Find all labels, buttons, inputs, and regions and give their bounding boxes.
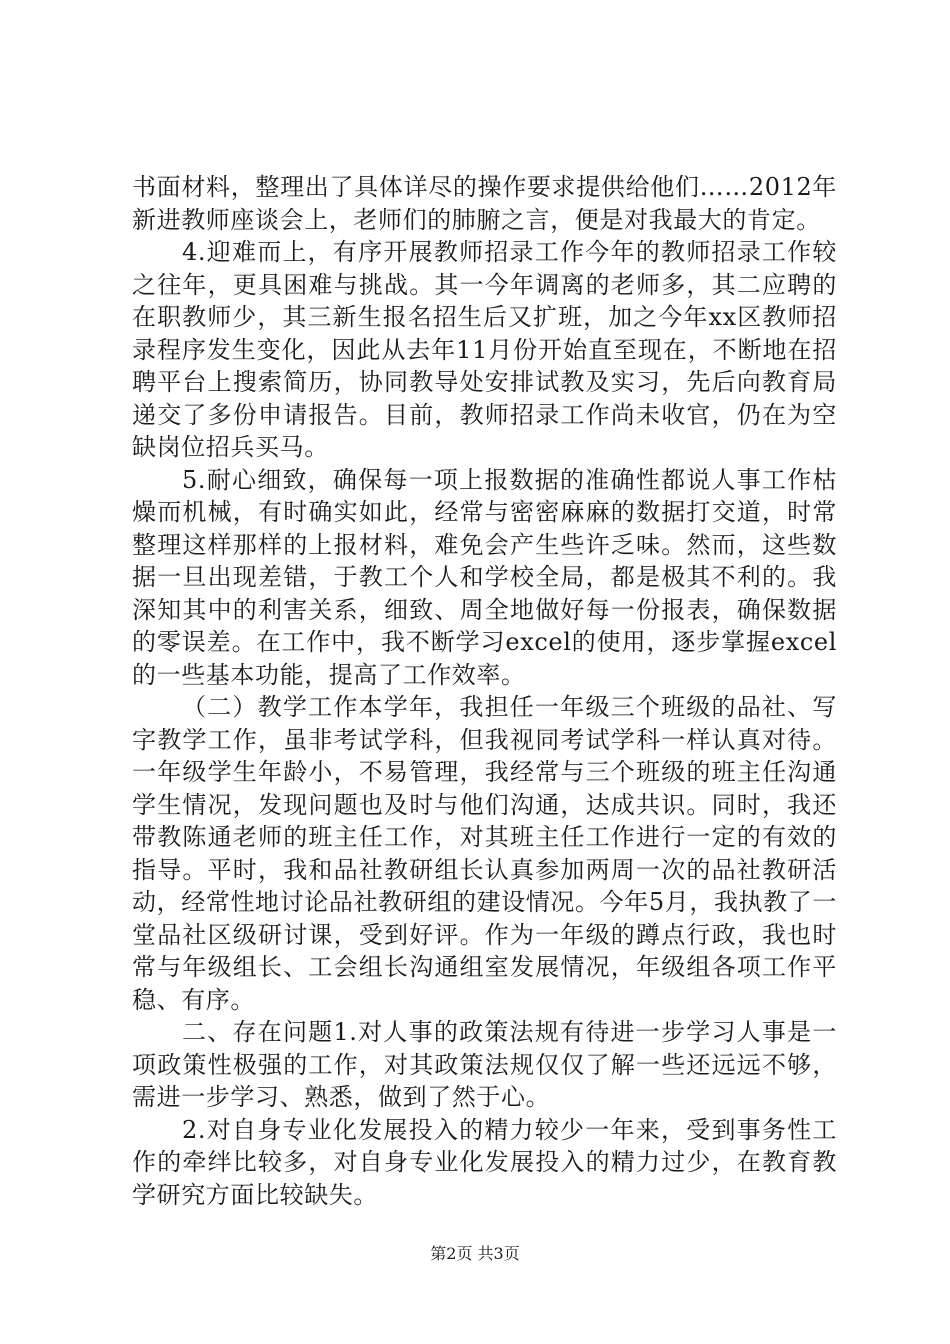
paragraph-continuation: 书面材料，整理出了具体详尽的操作要求提供给他们……2012年新进教师座谈会上，老师们的肺腑之言，便是对我最大的肯定。 (132, 173, 837, 234)
document-body (132, 171, 837, 1211)
paragraph-teaching-work: （二）教学工作本学年，我担任一年级三个班级的品社、写字教学工作，虽非考试学科，但我视同考试学科一样认真对待。一年级学生年龄小，不易管理，我经常与三个班级的班主任沟通学生情况，发现问题也及时与他们沟通，达成共识。同时，我还带教陈通老师的班主任工作，对其班主任工作进行一定的有效的指导。平时，我和品社教研组长认真参加两周一次的品社教研活动，经常性地讨论品社教研组的建设情况。今年5月，我执教了一堂品社区级研讨课，受到好评。作为一年级的蹲点行政，我也时常与年级组长、工会组长沟通组室发展情况，年级组各项工作平稳、有序。 (132, 693, 837, 1014)
paragraph-problems-1: 二、存在问题1.对人事的政策法规有待进一步学习人事是一项政策性极强的工作，对其政策法规仅仅了解一些还远远不够，需进一步学习、熟悉，做到了然于心。 (132, 1018, 837, 1111)
paragraph-problems-2: 2.对自身专业化发展投入的精力较少一年来，受到事务性工作的牵绊比较多，对自身专业化发展投入的精力过少，在教育教学研究方面比较缺失。 (132, 1115, 837, 1209)
paragraph-data-accuracy: 5.耐心细致，确保每一项上报数据的准确性都说人事工作枯燥而机械，有时确实如此，经常与密密麻麻的数据打交道，时常整理这样那样的上报材料，难免会产生些许乏味。然而，这些数据一旦出现差错，于教工个人和学校全局，都是极其不利的。我深知其中的利害关系，细致、周全地做好每一份报表，确保数据的零误差。在工作中，我不断学习excel的使用，逐步掌握excel的一些基本功能，提高了工作效率。 (132, 465, 837, 689)
page-indicator: 第2页 共3页 (430, 1244, 520, 1263)
page-footer (0, 1243, 950, 1265)
paragraph-teacher-recruitment: 4.迎难而上，有序开展教师招录工作今年的教师招录工作较之往年，更具困难与挑战。其一今年调离的老师多，其二应聘的在职教师少，其三新生报名招生后又扩班，加之今年xx区教师招录程序发生变化，因此从去年11月份开始直至现在，不断地在招聘平台上搜索简历，协同教导处安排试教及实习，先后向教育局递交了多份申请报告。目前，教师招录工作尚未收官，仍在为空缺岗位招兵买马。 (132, 238, 837, 461)
